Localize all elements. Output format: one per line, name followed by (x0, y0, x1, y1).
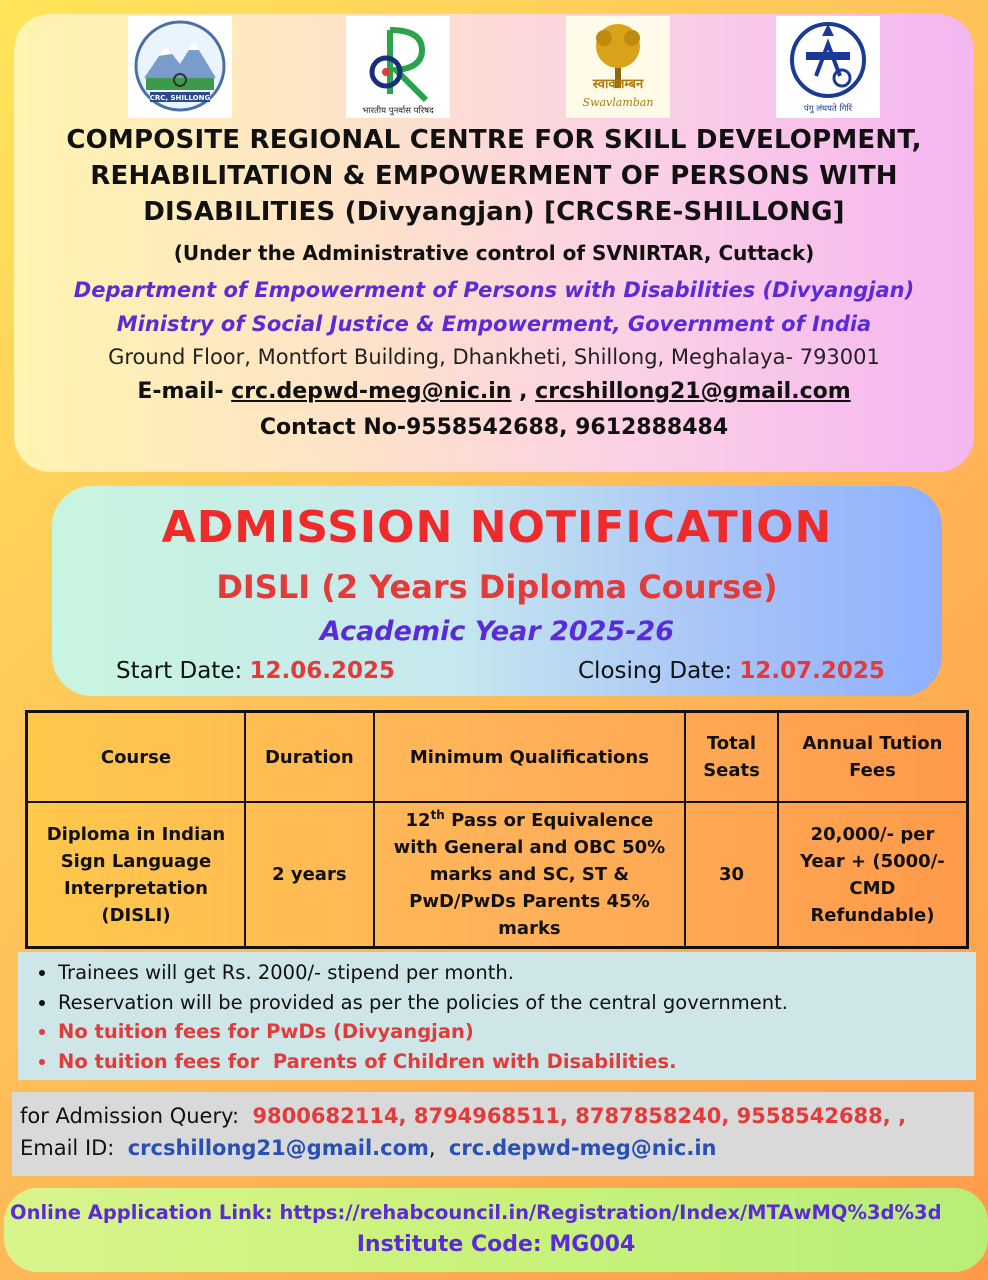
course-table (25, 710, 969, 949)
svnirtar-logo (776, 16, 880, 118)
query-email-gmail[interactable]: crcshillong21@gmail.com (127, 1136, 429, 1160)
query-phone-numbers: 9800682114, 8794968511, 8787858240, 9558542688, , (252, 1104, 907, 1128)
crc-shillong-logo (128, 16, 232, 118)
academic-year: Academic Year 2025-26 (320, 616, 674, 647)
rci-logo-text: भारतीय पुनर्वास परिषद (362, 106, 434, 116)
header-fees: Annual Tution Fees (778, 712, 968, 803)
email-separator: , (511, 379, 536, 404)
swavlamban-logo (566, 16, 670, 118)
admission-query-line (20, 1104, 906, 1128)
closing-date-label: Closing Date: (578, 658, 740, 684)
svg-text:स्वावलम्बन: स्वावलम्बन (592, 77, 644, 92)
query-email-label: Email ID: (20, 1136, 128, 1160)
logo-row (0, 0, 988, 116)
rci-logo (346, 16, 450, 118)
list-item: • Reservation will be provided as per the policies of the central government. (58, 988, 976, 1018)
query-email-line (20, 1136, 717, 1160)
closing-date-value: 12.07.2025 (739, 658, 885, 684)
header-duration: Duration (245, 712, 374, 803)
admission-title: ADMISSION NOTIFICATION (161, 502, 833, 553)
email-line (14, 379, 974, 404)
cell-fees: 20,000/- per Year + (5000/- CMD Refundable) (778, 802, 968, 948)
admin-control-subtitle: (Under the Administrative control of SVNIRTAR, Cuttack) (173, 241, 815, 265)
online-application-link[interactable]: Online Application Link: https://rehabcouncil.in/Registration/Index/MTAwMQ%3d%3d (10, 1201, 942, 1224)
cell-course: Diploma in Indian Sign Language Interpretation (DISLI) (27, 802, 245, 948)
title-line-1: COMPOSITE REGIONAL CENTRE FOR SKILL DEVELOPMENT, (66, 125, 922, 155)
table-header-row (27, 712, 968, 803)
email-prefix: E-mail- (137, 379, 232, 404)
start-date-label: Start Date: (116, 658, 250, 684)
swavlamban-logo-text: Swavlamban (582, 96, 654, 109)
header-qualifications: Minimum Qualifications (374, 712, 685, 803)
info-panel (18, 952, 976, 1080)
query-label: for Admission Query: (20, 1104, 253, 1128)
qual-superscript: th (430, 808, 445, 822)
cell-qualifications (374, 802, 685, 948)
title-line-3: DISABILITIES (Divyangjan) [CRCSRE-SHILLONG] (143, 197, 845, 227)
crc-logo-text: CRC, SHILLONG (149, 94, 211, 102)
qual-text: Pass or Equivalence with General and OBC 50% marks and SC, ST & PwD/PwDs Parents 45% marks (393, 810, 666, 939)
cell-seats: 30 (685, 802, 778, 948)
centre-title (14, 122, 974, 230)
query-email-nic[interactable]: crc.depwd-meg@nic.in (448, 1136, 717, 1160)
contact-numbers: Contact No-9558542688, 9612888484 (259, 415, 729, 440)
address: Ground Floor, Montfort Building, Dhankheti, Shillong, Meghalaya- 793001 (108, 345, 880, 369)
closing-date (578, 658, 885, 684)
list-item: • No tuition fees for PwDs (Divyangjan) (58, 1017, 976, 1047)
query-email-separator: , (428, 1136, 449, 1160)
table-row (27, 802, 968, 948)
header-seats: Total Seats (685, 712, 778, 803)
course-title: DISLI (2 Years Diploma Course) (216, 568, 778, 606)
email-link-nic[interactable]: crc.depwd-meg@nic.in (231, 379, 512, 404)
svnirtar-logo-text: पंगु लंघयते गिरिं (803, 104, 853, 114)
cell-duration: 2 years (245, 802, 374, 948)
title-line-2: REHABILITATION & EMPOWERMENT OF PERSONS WITH (90, 161, 898, 191)
list-item: • No tuition fees for Parents of Children with Disabilities. (58, 1047, 976, 1077)
info-list (18, 952, 976, 1076)
institute-code: Institute Code: MG004 (356, 1232, 636, 1257)
header-course: Course (27, 712, 245, 803)
list-item: • Trainees will get Rs. 2000/- stipend per month. (58, 958, 976, 988)
email-link-gmail[interactable]: crcshillong21@gmail.com (535, 379, 851, 404)
department-name: Department of Empowerment of Persons with Disabilities (Divyangjan) (73, 278, 915, 302)
ministry-name: Ministry of Social Justice & Empowerment, Government of India (116, 312, 872, 336)
start-date (116, 658, 395, 684)
qual-number: 12 (405, 810, 431, 831)
start-date-value: 12.06.2025 (249, 658, 396, 684)
